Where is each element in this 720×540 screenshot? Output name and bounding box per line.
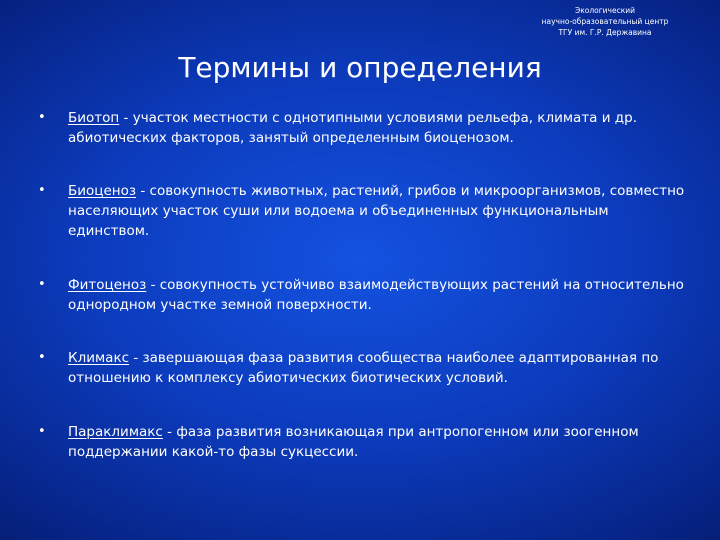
bullet-icon: • xyxy=(38,424,46,439)
term-name: Биоценоз xyxy=(68,183,137,199)
slide-title: Термины и определения xyxy=(178,51,542,84)
organization-note-line-3: ТГУ им. Г.Р. Державина xyxy=(558,28,652,37)
term-definition: - завершающая фаза развития сообщества наиболее адаптированная по отношению к комплексу абиотических биотических условий. xyxy=(68,350,659,386)
term-text xyxy=(68,275,693,315)
organization-note xyxy=(520,5,690,38)
bullet-icon: • xyxy=(38,277,46,292)
term-name: Климакс xyxy=(68,350,130,366)
term-name: Фитоценоз xyxy=(68,277,147,293)
term-name: Биотоп xyxy=(68,110,120,126)
term-text xyxy=(68,181,693,241)
organization-note-line-1: Экологический xyxy=(575,6,635,15)
term-definition: - фаза развития возникающая при антропогенном или зоогенном поддержании какой-то фазы сукцессии. xyxy=(68,424,639,460)
term-name: Параклимакс xyxy=(68,424,163,440)
organization-note-line-2: научно-образовательный центр xyxy=(541,17,669,26)
term-definition: - совокупность устойчиво взаимодействующих растений на относительно однородном участке земной поверхности. xyxy=(68,277,684,313)
bullet-icon: • xyxy=(38,183,46,198)
term-text xyxy=(68,348,693,388)
bullet-icon: • xyxy=(38,350,46,365)
term-text xyxy=(68,422,693,462)
term-text xyxy=(68,108,693,148)
term-definition: - совокупность животных, растений, грибов и микроорганизмов, совместно населяющих участок суши или водоема и объединенных функциональным единством. xyxy=(68,183,685,239)
bullet-icon: • xyxy=(38,110,46,125)
term-definition: - участок местности с однотипными условиями рельефа, климата и др. абиотических факторов, занятый определенным биоценозом. xyxy=(68,110,638,146)
